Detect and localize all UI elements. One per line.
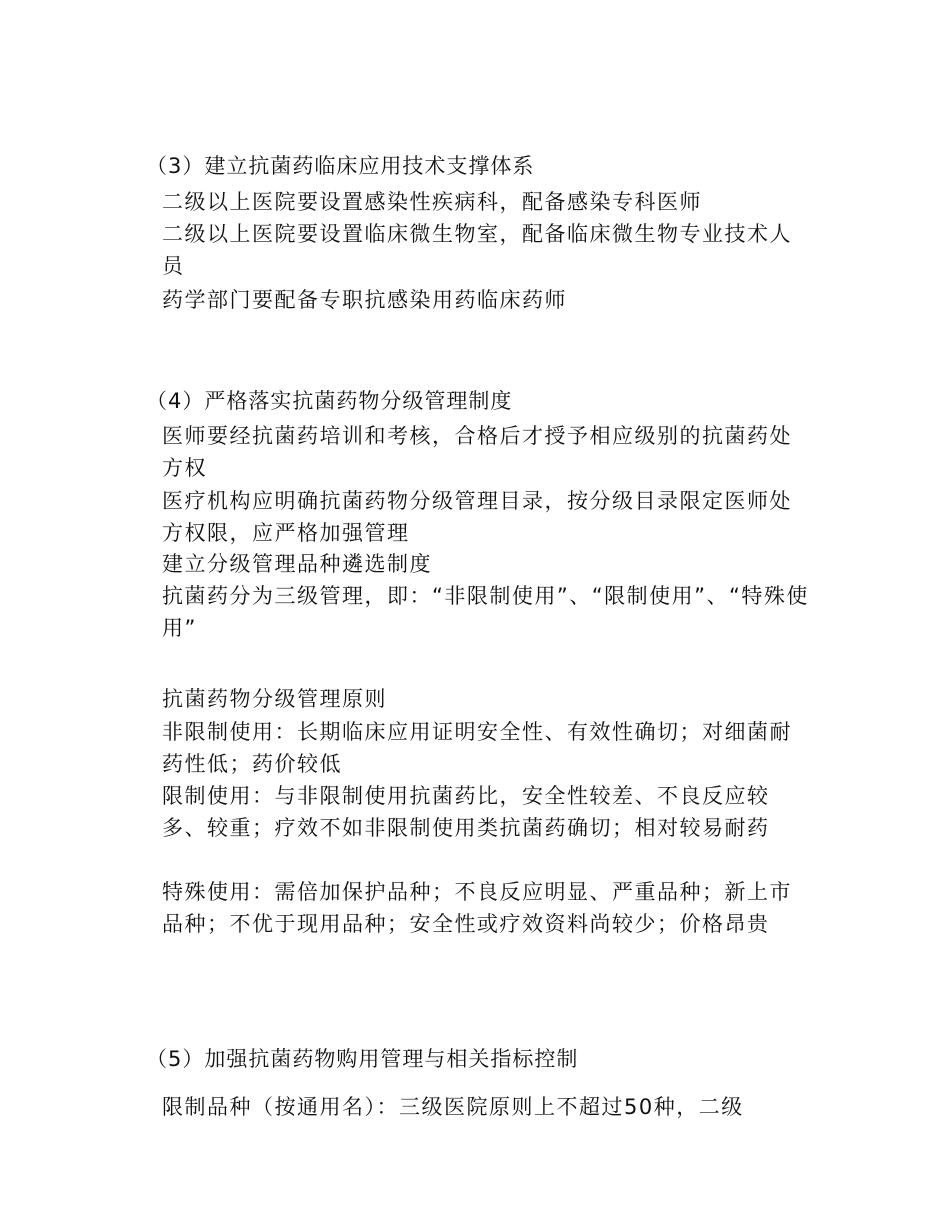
section-4-principle-2: 限制使用：与非限制使用抗菌药比，安全性较差、不良反应较多、较重；疗效不如非限制使用类抗菌药确切；相对较易耐药 [162, 784, 770, 840]
section-4-principle-1: 非限制使用：长期临床应用证明安全性、有效性确切；对细菌耐药性低；药价较低 [162, 720, 792, 776]
section-3-item-3: 药学部门要配备专职抗感染用药临床药师 [162, 288, 567, 312]
section-3-heading: （3）建立抗菌药临床应用技术支撑体系 [146, 154, 535, 178]
section-5-item-1: 限制品种（按通用名）：三级医院原则上不超过50种，二级 [162, 1095, 744, 1119]
section-3-item-2: 二级以上医院要设置临床微生物室，配备临床微生物专业技术人员 [162, 222, 792, 278]
section-4-principles-title: 抗菌药物分级管理原则 [162, 687, 387, 711]
section-4-item-4: 抗菌药分为三级管理，即：“非限制使用”、“限制使用”、“特殊使用” [162, 584, 809, 640]
section-5-heading: （5）加强抗菌药物购用管理与相关指标控制 [146, 1047, 579, 1071]
section-4-item-1: 医师要经抗菌药培训和考核，合格后才授予相应级别的抗菌药处方权 [162, 424, 792, 480]
section-4-item-2: 医疗机构应明确抗菌药物分级管理目录，按分级目录限定医师处方权限，应严格加强管理 [162, 489, 792, 545]
section-4-heading: （4）严格落实抗菌药物分级管理制度 [146, 389, 513, 413]
section-4-item-3: 建立分级管理品种遴选制度 [162, 552, 432, 576]
section-3-item-1: 二级以上医院要设置感染性疾病科，配备感染专科医师 [162, 190, 702, 214]
section-4-principle-3: 特殊使用：需倍加保护品种；不良反应明显、严重品种；新上市品种；不优于现用品种；安全性或疗效资料尚较少；价格昂贵 [162, 880, 792, 936]
